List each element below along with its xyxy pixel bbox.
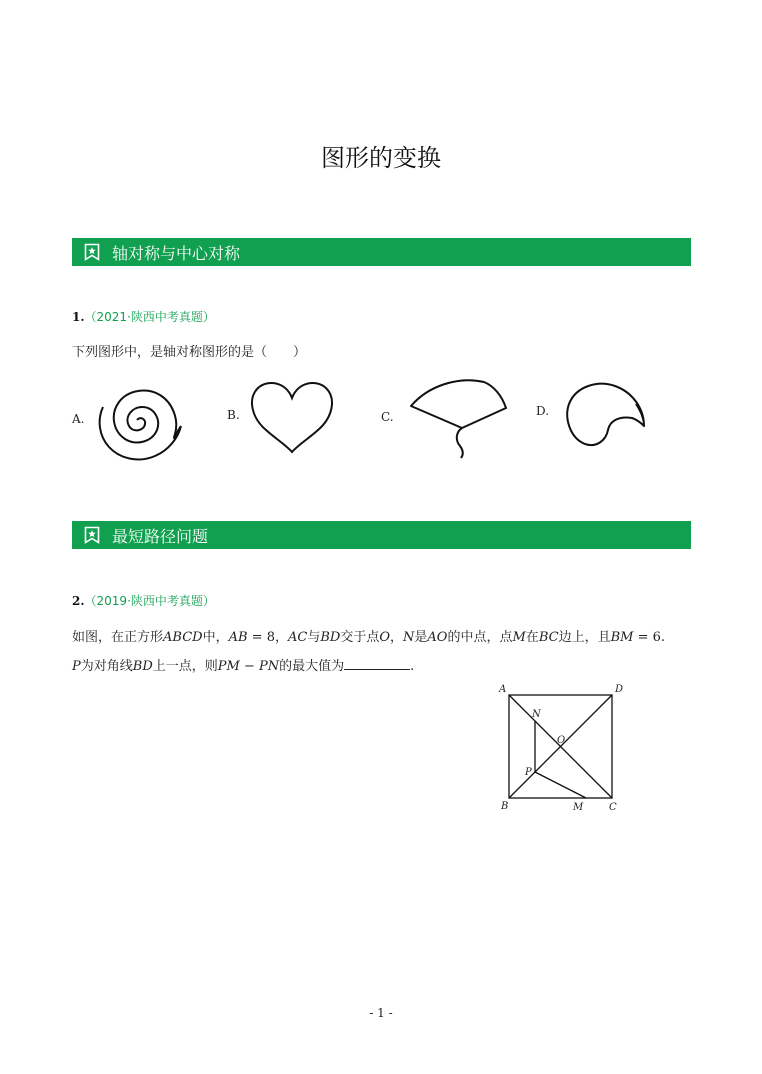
label-c: C	[609, 802, 617, 813]
math-var: ABCD	[163, 630, 203, 645]
option-c-label: C.	[381, 410, 394, 424]
comma-shape-figure	[560, 380, 652, 450]
label-p: P	[525, 767, 532, 778]
answer-blank	[344, 655, 410, 670]
option-a-label: A.	[72, 412, 85, 426]
math-var: P	[72, 659, 81, 674]
text-run: = 6.	[633, 630, 666, 645]
text-run: .	[410, 659, 415, 674]
label-m: M	[573, 802, 584, 813]
section-title: 轴对称与中心对称	[112, 243, 241, 263]
question-1-text: 下列图形中，是轴对称图形的是（ ）	[72, 345, 307, 360]
math-var: AO	[427, 630, 448, 645]
bookmark-star-icon	[84, 526, 100, 544]
text-run: 交于点	[340, 630, 380, 645]
question-number: 1.	[72, 310, 85, 324]
section-header-symmetry	[72, 238, 691, 266]
question-2-header	[72, 592, 215, 609]
section-header-shortest-path	[72, 521, 691, 549]
question-1-header	[72, 308, 215, 325]
option-b-label: B.	[227, 408, 240, 422]
option-d-label: D.	[536, 404, 550, 418]
math-var: BD	[320, 630, 341, 645]
question-number: 2.	[72, 594, 85, 608]
spiral-figure	[95, 378, 190, 463]
math-var: AC	[287, 630, 308, 645]
math-var: PM	[217, 659, 240, 674]
bookmark-star-icon	[84, 243, 100, 261]
math-var: BM	[610, 630, 634, 645]
page-number: - 1 -	[369, 1006, 393, 1020]
question-2-line-2	[72, 654, 414, 680]
text-run: 与	[307, 630, 321, 645]
math-var: O	[379, 630, 391, 645]
math-var: AB	[228, 630, 248, 645]
heart-figure	[248, 378, 336, 456]
segment-pm	[535, 772, 586, 798]
text-run: 在	[525, 630, 539, 645]
ginkgo-leaf-figure	[406, 374, 516, 460]
label-b: B	[501, 801, 509, 812]
text-run: 的中点，点	[447, 630, 513, 645]
label-o: O	[557, 735, 566, 746]
math-var: BC	[538, 630, 559, 645]
text-run: 上一点，则	[152, 659, 218, 674]
text-run: = 8，	[247, 630, 288, 645]
math-var: N	[403, 630, 415, 645]
question-source: （2021·陕西中考真题）	[84, 310, 215, 324]
math-var: PN	[259, 659, 280, 674]
text-run: 如图，在正方形	[72, 630, 164, 645]
math-var: BD	[132, 659, 153, 674]
text-run: ，	[390, 630, 404, 645]
square-geometry-figure	[495, 682, 630, 817]
text-run: −	[239, 659, 259, 674]
page-title: 图形的变换	[321, 144, 441, 172]
text-run: 是	[414, 630, 428, 645]
section-title: 最短路径问题	[112, 526, 209, 546]
label-n: N	[532, 709, 541, 720]
text-run: 为对角线	[80, 659, 133, 674]
text-run: 的最大值为	[279, 659, 345, 674]
math-var: M	[512, 630, 526, 645]
text-run: 中，	[202, 630, 229, 645]
label-a: A	[499, 684, 507, 695]
label-d: D	[615, 684, 624, 695]
question-2-line-1	[72, 625, 697, 651]
question-source: （2019·陕西中考真题）	[84, 594, 215, 608]
text-run: 边上，且	[558, 630, 611, 645]
